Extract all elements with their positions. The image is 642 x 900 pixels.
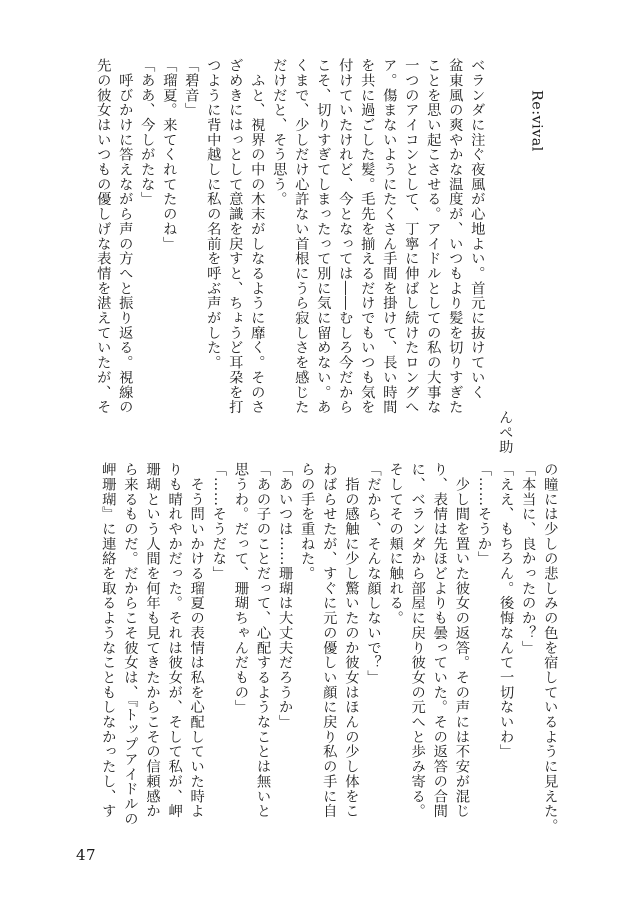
- lower-text-line: に、ベランダから部屋に戻り彼女の元へと歩み寄る。: [409, 462, 426, 819]
- upper-text-line: ベランダに注ぐ夜風が心地よい。首元に抜けていく: [469, 58, 486, 400]
- lower-text-line: らの手を重ねた。: [299, 462, 316, 581]
- lower-text-line: り、表情は先ほどよりも曇っていた。その返答の合間: [431, 462, 448, 819]
- lower-text-line: 少し間を置いた彼女の返答。その声には不安が混じ: [453, 462, 470, 819]
- lower-text-line: そう問いかける瑠夏の表情は私を心配していた時よ: [188, 462, 205, 819]
- lower-text-line: 珊瑚という人間を何年も見てきたからこその信頼感か: [144, 462, 161, 819]
- lower-text-line: 「本当に、良かったのか？」: [520, 462, 537, 656]
- upper-text-line: くまで、少しだけ心許ない首根にうら寂しさを感じた: [293, 58, 310, 415]
- lower-text-line: ら来るものだ。だからこそ彼女は、『トップアイドルの: [122, 462, 139, 827]
- lower-text-line: 「……そうか」: [475, 462, 492, 566]
- page-number: 47: [76, 846, 97, 864]
- author-name: んぺ助: [497, 410, 514, 455]
- upper-text-line: 「瑠夏。来てくれてたのね」: [161, 58, 178, 252]
- upper-text-line: ざめきにはっとして意識を戻すと、ちょうど耳朶を打: [227, 58, 244, 415]
- lower-text-line: わばらせたが、すぐに元の優しい顔に戻り私の手に自: [321, 462, 338, 819]
- upper-text-line: こそ、切りすぎてしまったって別に気に留めない。あ: [315, 58, 332, 415]
- story-title: Re:vival: [528, 90, 545, 152]
- lower-text-line: 「……そうだな」: [210, 462, 227, 581]
- upper-text-line: ことを思い起こさせる。アイドルとしての私の大事な: [425, 58, 442, 415]
- lower-text-line: 「あの子のことだって、心配するようなことは無いと: [254, 462, 271, 819]
- upper-text-line: だけだと、そう思う。: [271, 58, 288, 207]
- lower-text-line: の瞳には少しの悲しみの色を宿しているように見えた。: [542, 462, 559, 834]
- lower-text-line: 「だから、そんな顔しないで？」: [365, 462, 382, 685]
- upper-text-line: 一つのアイコンとして、丁寧に伸ばし続けたロングへ: [403, 58, 420, 415]
- upper-text-line: を共に過ごした髪。毛先を揃えるだけでもいつも気を: [359, 58, 376, 415]
- lower-text-line: そしてその頬に触れる。: [387, 462, 404, 626]
- upper-text-line: ア。傷まないようにたくさん手間を掛けて、長い時間: [381, 58, 398, 415]
- upper-text-line: ふと、視界の中の木末がしなるように靡く。そのさ: [249, 58, 266, 415]
- upper-text-line: 付けていたけれど、今となっては――むしろ今だから: [337, 58, 354, 415]
- upper-text-line: つように背中越しに私の名前を呼ぶ声がした。: [205, 58, 222, 370]
- upper-text-line: 「ああ、今しがたな」: [139, 58, 156, 207]
- upper-text-line: 先の彼女はいつもの優しげな表情を湛えていたが、そ: [95, 58, 112, 415]
- lower-text-line: 指の感触に少し驚いたのか彼女はほんの少し体をこ: [343, 462, 360, 819]
- lower-text-line: 「ええ、もちろん。後悔なんて一切ないわ」: [498, 462, 515, 759]
- upper-text-line: 「碧音」: [183, 58, 200, 118]
- upper-text-line: 盆東風の爽やかな温度が、いつもより髪を切りすぎた: [447, 58, 464, 415]
- lower-text-line: 思うわ。だって、珊瑚ちゃんだもの」: [232, 462, 249, 715]
- lower-text-line: 「あいつは……珊瑚は大丈夫だろうか」: [277, 462, 294, 730]
- lower-text-line: 岬珊瑚』に連絡を取るようなこともしなかったし、す: [100, 462, 117, 819]
- lower-text-line: りも晴れやかだった。それは彼女が、そして私が、岬: [166, 462, 183, 819]
- upper-text-line: 呼びかけに答えながら声の方へと振り返る。視線の: [117, 58, 134, 415]
